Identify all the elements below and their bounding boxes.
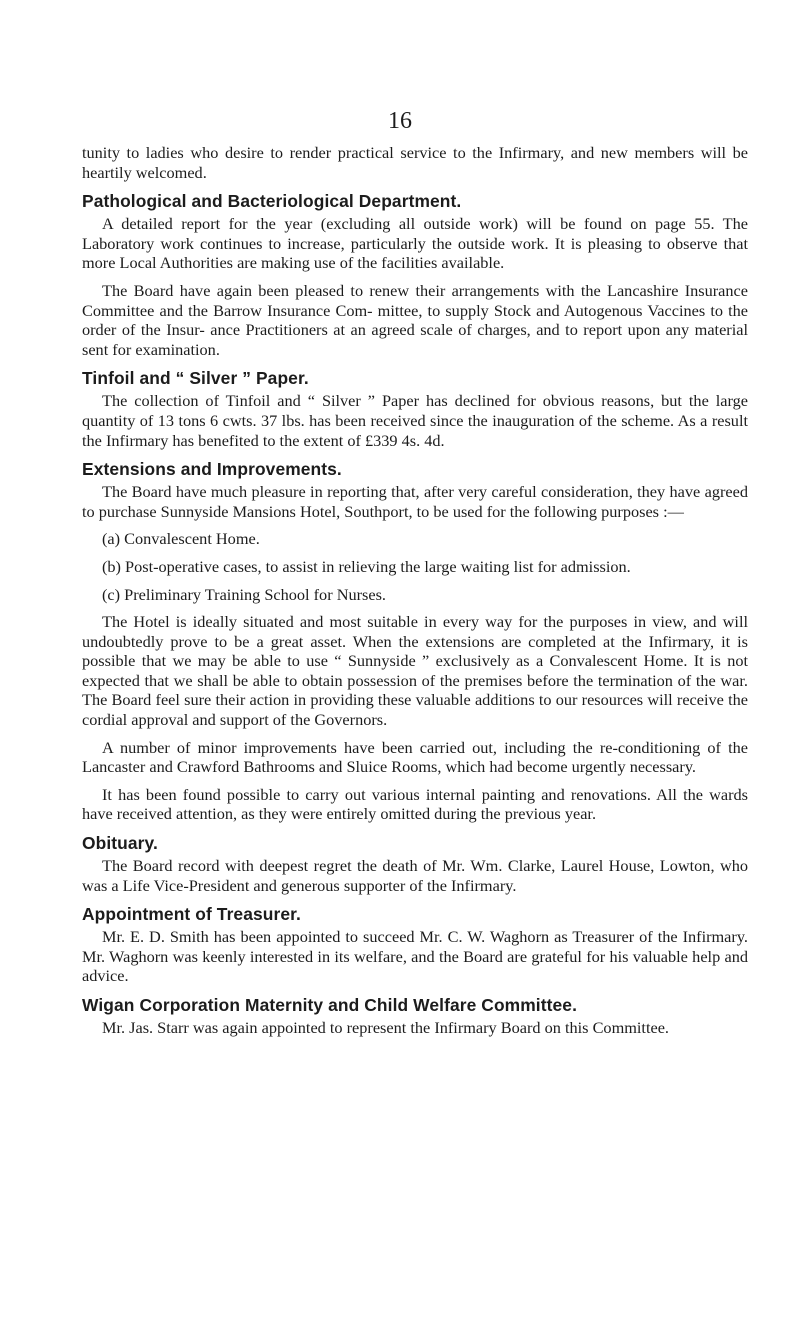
paragraph: The Board have again been pleased to renew their arrangements with the Lancashire Insurance Committee and the Barrow Insurance Com- mittee, to supply Stock and Autogenous Vaccines to the order of the Insur- ance Practitioners at an agreed scale of charges, and to report upon any material sent for examination. — [82, 280, 748, 359]
paragraph: The collection of Tinfoil and “ Silver ” Paper has declined for obvious reasons, but the large quantity of 13 tons 6 cwts. 37 lbs. has been received since the inauguration of the scheme. As a result the Infirmary has benefited to the extent of £339 4s. 4d. — [82, 391, 748, 450]
paragraph: A number of minor improvements have been carried out, including the re-conditioning of the Lancaster and Crawford Bathrooms and Sluice Rooms, which had become urgently necessary. — [82, 737, 748, 777]
heading-treasurer: Appointment of Treasurer. — [82, 904, 301, 925]
heading-pathological: Pathological and Bacteriological Department. — [82, 191, 462, 212]
paragraph: Mr. E. D. Smith has been appointed to succeed Mr. C. W. Waghorn as Treasurer of the Infirmary. Mr. Waghorn was keenly interested in its welfare, and the Board are grateful for his valuable help and advice. — [82, 927, 748, 986]
paragraph: A detailed report for the year (excluding all outside work) will be found on page 55. The Laboratory work continues to increase, particularly the outside work. It is pleasing to observe that more Local Authorities are making use of the facilities available. — [82, 214, 748, 273]
heading-obituary: Obituary. — [82, 833, 158, 854]
paragraph: It has been found possible to carry out various internal painting and renovations. All the wards have received attention, as they were entirely omitted during the previous year. — [82, 784, 748, 824]
paragraph: The Board record with deepest regret the death of Mr. Wm. Clarke, Laurel House, Lowton, who was a Life Vice-President and generous supporter of the Infirmary. — [82, 856, 748, 895]
list-item: (b) Post-operative cases, to assist in relieving the large waiting list for admission. — [102, 556, 631, 576]
list-item: (c) Preliminary Training School for Nurses. — [102, 584, 386, 604]
paragraph: Mr. Jas. Starr was again appointed to represent the Infirmary Board on this Committee. — [102, 1018, 669, 1037]
heading-tinfoil: Tinfoil and “ Silver ” Paper. — [82, 368, 309, 389]
heading-wigan-committee: Wigan Corporation Maternity and Child Welfare Committee. — [82, 995, 577, 1015]
paragraph: The Hotel is ideally situated and most suitable in every way for the purposes in view, and will undoubtedly prove to be a great asset. When the extensions are completed at the Infirmary, it is possible that we may be able to use “ Sunnyside ” exclusively as a Convalescent Home. It is not expected that we shall be able to obtain possession of the premises before the termination of the war. The Board feel sure their action in providing these valuable additions to our resources will receive the cordial approval and support of the Governors. — [82, 612, 748, 730]
list-item: (a) Convalescent Home. — [102, 529, 260, 549]
heading-extensions: Extensions and Improvements. — [82, 459, 342, 480]
page-content — [82, 143, 748, 1038]
paragraph: The Board have much pleasure in reporting that, after very careful consideration, they have agreed to purchase Sunnyside Mansions Hotel, Southport, to be used for the following purposes :— — [82, 482, 748, 521]
page-number: 16 — [388, 108, 412, 134]
opening-paragraph: tunity to ladies who desire to render practical service to the Infirmary, and new members will be heartily welcomed. — [82, 143, 748, 182]
